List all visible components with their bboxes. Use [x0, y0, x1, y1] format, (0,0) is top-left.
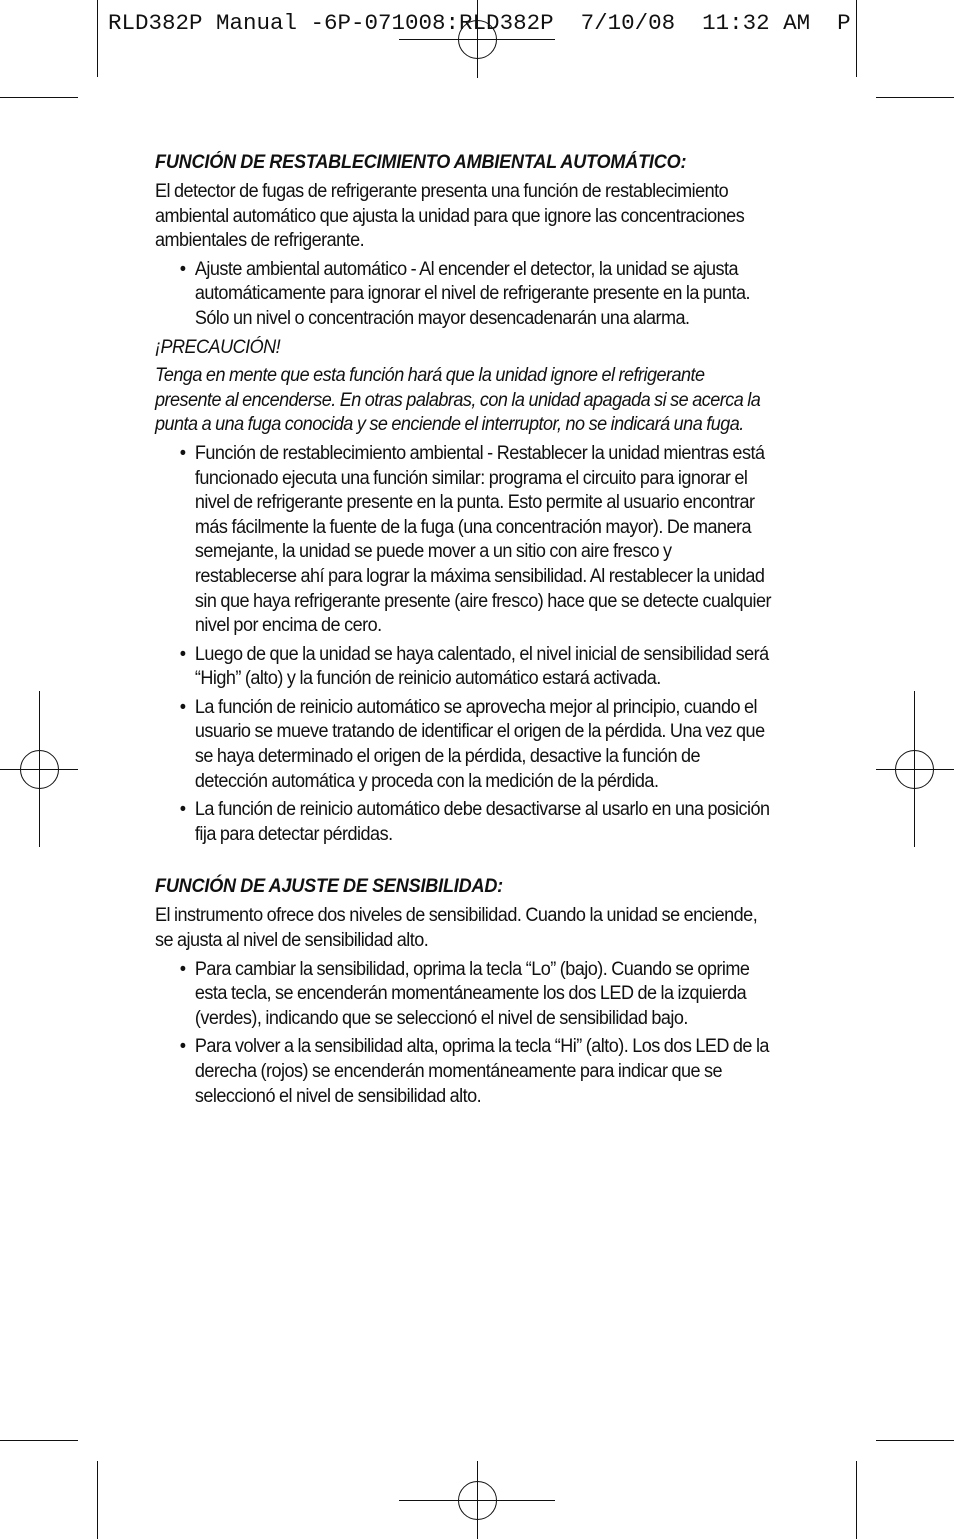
- list-item: [180, 643, 773, 692]
- list-item: [180, 1035, 773, 1109]
- bullet-glyph: •: [179, 442, 186, 464]
- list-item-text: Ajuste ambiental automático - Al encender el detector, la unidad se ajusta automáticamente para ignorar el nivel de refrigerante presente en la punta. Sólo un nivel o concentración mayor desencadenarán una alarma.: [194, 258, 750, 329]
- bullet-list-auto-reset-2: [155, 442, 773, 848]
- list-item: [180, 958, 773, 1032]
- section-intro-sensitivity: El instrumento ofrece dos niveles de sensibilidad. Cuando la unidad se enciende, se ajusta al nivel de sensibilidad alto.: [155, 905, 758, 952]
- bullet-list-auto-reset-1: [155, 258, 773, 332]
- list-item-text: La función de reinicio automático debe desactivarse al usarlo en una posición fija para detectar pérdidas.: [194, 799, 770, 845]
- list-item-text: Para cambiar la sensibilidad, oprima la tecla “Lo” (bajo). Cuando se oprime esta tecla, se encenderán momentáneamente los dos LED de la izquierda (verdes), indicando que se seleccionó el nivel de sensibilidad bajo.: [194, 958, 750, 1029]
- section-heading-sensitivity: FUNCIÓN DE AJUSTE DE SENSIBILIDAD:: [155, 876, 503, 898]
- list-item-text: Para volver a la sensibilidad alta, oprima la tecla “Hi” (alto). Los dos LED de la derecha (rojos) se encenderán momentáneamente para indicar que se seleccionó el nivel de sensibilidad alto.: [194, 1036, 769, 1107]
- list-item: [180, 798, 773, 847]
- section-heading-auto-reset: FUNCIÓN DE RESTABLECIMIENTO AMBIENTAL AUTOMÁTICO:: [155, 152, 687, 173]
- bullet-glyph: •: [179, 1036, 186, 1058]
- bullet-glyph: •: [179, 958, 186, 980]
- registration-mark-right: [876, 691, 954, 847]
- list-item-text: Función de restablecimiento ambiental - Restablecer la unidad mientras está funcionado ejecuta una función similar: programa el circuito para ignorar el nivel de refrigerante presente en la punta. Esto permite al usuario encontrar más fácilmente la fuente de la fuga (una concentración mayor). De manera semejante, la unidad se puede mover a un sitio con aire fresco y restablecerse ahí para lograr la máxima sensibilidad. Al restablecer la unidad sin que haya refrigerante presente (aire fresco) hace que se detecte cualquier nivel por encima de cero.: [194, 442, 772, 637]
- list-item: [180, 696, 773, 794]
- bullet-glyph: •: [179, 696, 186, 718]
- registration-mark-left: [0, 691, 78, 847]
- registration-mark-top: [399, 0, 555, 78]
- list-item-text: Luego de que la unidad se haya calentado, el nivel inicial de sensibilidad será “High” (alto) y la función de reinicio automático estará activada.: [194, 643, 769, 690]
- bullet-glyph: •: [179, 643, 186, 665]
- list-item: [180, 258, 773, 332]
- caution-text: Tenga en mente que esta función hará que la unidad ignore el refrigerante presente al encenderse. En otras palabras, con la unidad apagada si se acerca la punta a una fuga conocida y se enciende el interruptor, no se indicará una fuga.: [155, 365, 761, 436]
- bullet-list-sensitivity: [155, 958, 773, 1110]
- registration-mark-bottom: [399, 1461, 555, 1539]
- print-slug: RLD382P Manual -6P-071008:RLD382P 7/10/08 11:32 AM P: [108, 10, 851, 36]
- section-intro-auto-reset: El detector de fugas de refrigerante presenta una función de restablecimiento ambiental automático que ajusta la unidad para que ignore las concentraciones ambientales de refrigerante.: [155, 181, 745, 252]
- list-item-text: La función de reinicio automático se aprovecha mejor al principio, cuando el usuario se mueve tratando de identificar el origen de la pérdida. Una vez que se haya determinado el origen de la pérdida, desactive la función de detección automática y proceda con la medición de la pérdida.: [194, 696, 765, 792]
- manual-page-content: [155, 150, 773, 1113]
- caution-title: ¡PRECAUCIÓN!: [155, 336, 281, 358]
- list-item: [180, 442, 773, 639]
- bullet-glyph: •: [179, 258, 186, 280]
- bullet-glyph: •: [179, 799, 186, 821]
